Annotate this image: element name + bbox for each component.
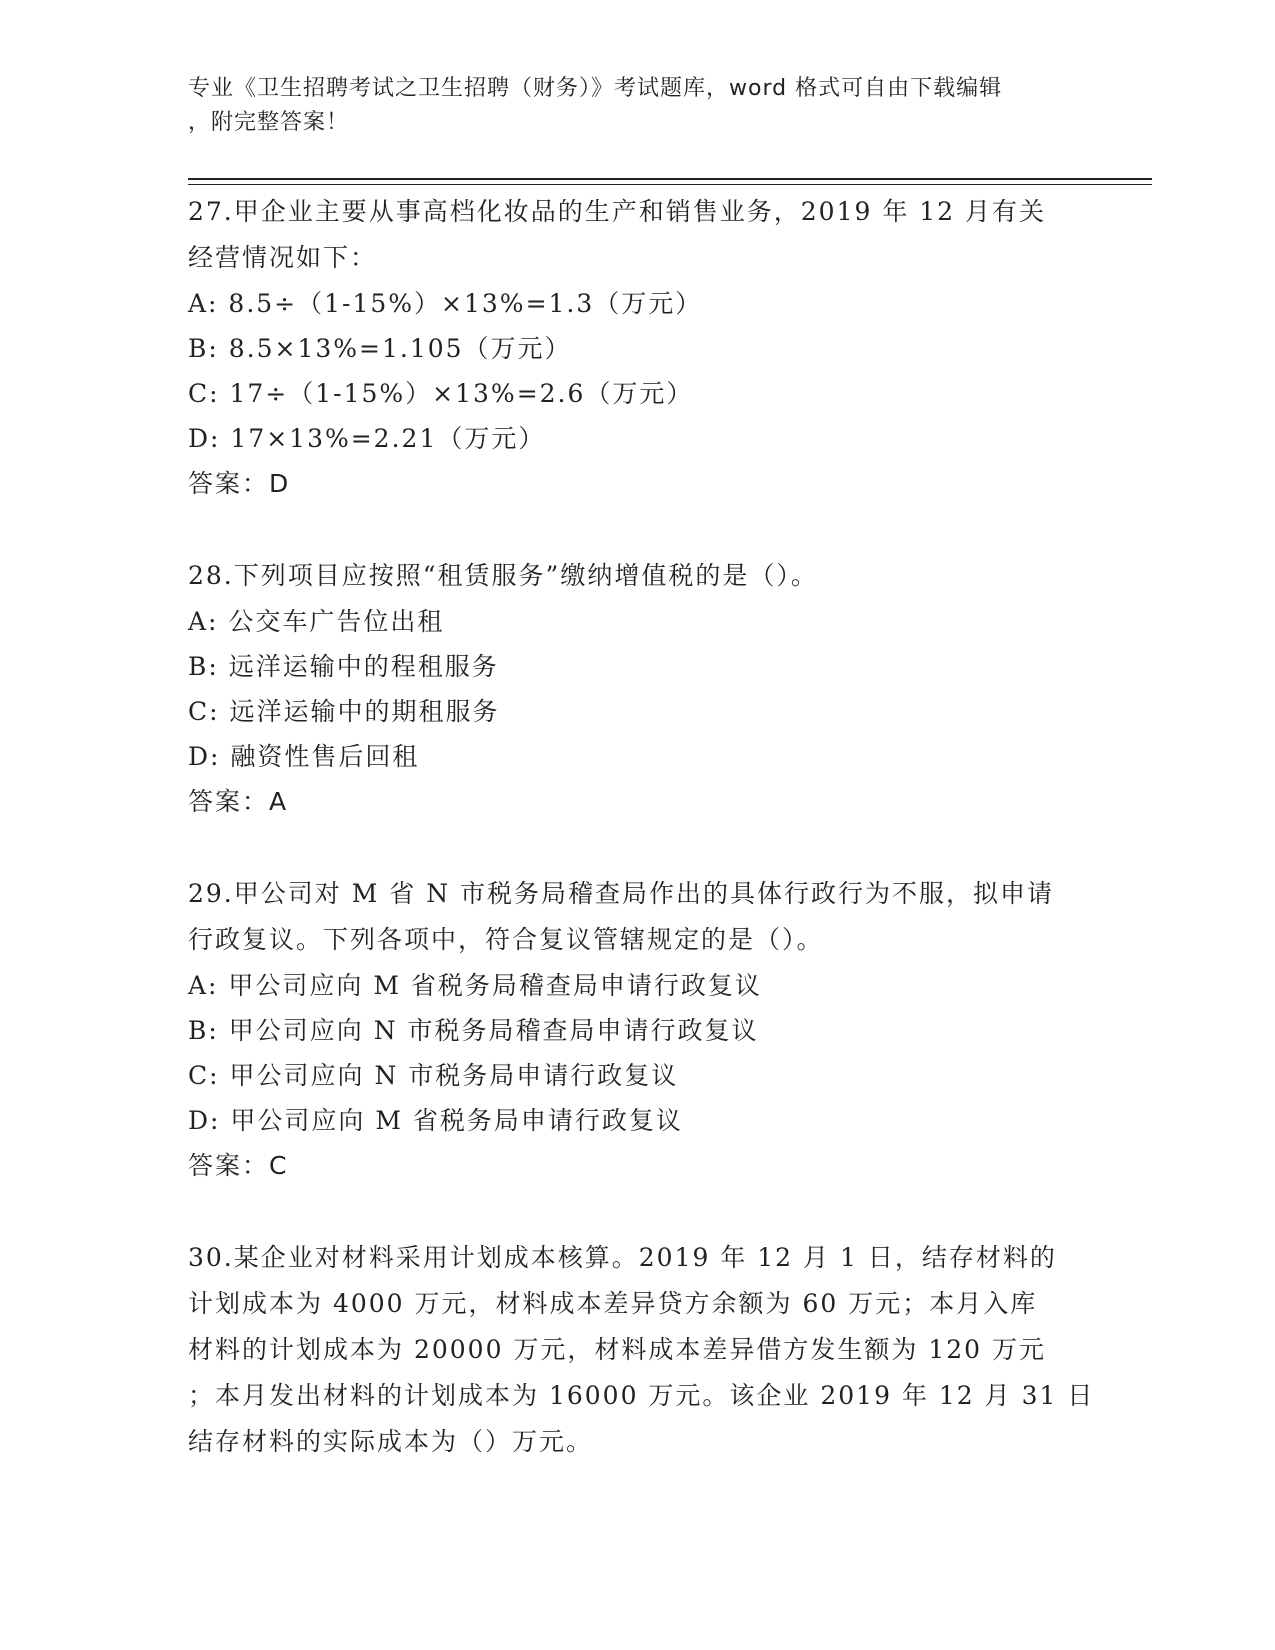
- answer: 答案：D: [188, 469, 291, 498]
- question-list: [188, 189, 1095, 1465]
- question-stem-line: 28.下列项目应按照“租赁服务”缴纳增值税的是（）。: [188, 561, 818, 590]
- answer: 答案：A: [188, 787, 289, 816]
- question-30: [188, 1235, 1095, 1465]
- spacer: [188, 507, 1088, 553]
- option-c: C: 远洋运输中的期租服务: [188, 697, 500, 726]
- question-28: [188, 553, 1088, 825]
- spacer: [188, 825, 1088, 871]
- option-d: D: 甲公司应向 M 省税务局申请行政复议: [188, 1106, 683, 1135]
- header-rule-thick: [188, 178, 1152, 180]
- question-stem-line: 经营情况如下：: [188, 243, 378, 272]
- question-stem-line: 结存材料的实际成本为（）万元。: [188, 1427, 594, 1456]
- question-stem-line: ；本月发出材料的计划成本为 16000 万元。该企业 2019 年 12 月 31 日: [188, 1381, 1095, 1410]
- header-line-1: 专业《卫生招聘考试之卫生招聘（财务）》考试题库，word 格式可自由下载编辑: [188, 76, 1003, 101]
- answer: 答案：C: [188, 1151, 289, 1180]
- question-stem-line: 计划成本为 4000 万元，材料成本差异贷方余额为 60 万元；本月入库: [188, 1289, 1038, 1318]
- option-b: B: 远洋运输中的程租服务: [188, 652, 499, 681]
- spacer: [188, 1189, 1088, 1235]
- option-a: A: 公交车广告位出租: [188, 607, 445, 636]
- question-stem-line: 行政复议。下列各项中，符合复议管辖规定的是（）。: [188, 925, 824, 954]
- option-a: A: 甲公司应向 M 省税务局稽查局申请行政复议: [188, 971, 762, 1000]
- question-stem-line: 29.甲公司对 M 省 N 市税务局稽查局作出的具体行政行为不服，拟申请: [188, 879, 1055, 908]
- option-d: D: 17×13%=2.21（万元）: [188, 424, 546, 453]
- question-27: [188, 189, 1088, 507]
- option-b: B: 8.5×13%=1.105（万元）: [188, 334, 572, 363]
- document-header: [188, 72, 1068, 140]
- header-line-2: ，附完整答案！: [188, 110, 350, 135]
- question-29: [188, 871, 1088, 1189]
- option-b: B: 甲公司应向 N 市税务局稽查局申请行政复议: [188, 1016, 759, 1045]
- question-stem-line: 27.甲企业主要从事高档化妆品的生产和销售业务，2019 年 12 月有关: [188, 197, 1047, 226]
- option-c: C: 甲公司应向 N 市税务局申请行政复议: [188, 1061, 679, 1090]
- question-stem-line: 材料的计划成本为 20000 万元，材料成本差异借方发生额为 120 万元: [188, 1335, 1047, 1364]
- option-a: A: 8.5÷（1-15%）×13%=1.3（万元）: [188, 289, 703, 318]
- option-c: C: 17÷（1-15%）×13%=2.6（万元）: [188, 379, 694, 408]
- question-stem-line: 30.某企业对材料采用计划成本核算。2019 年 12 月 1 日，结存材料的: [188, 1243, 1057, 1272]
- option-d: D: 融资性售后回租: [188, 742, 420, 771]
- header-rule-thin: [188, 184, 1152, 185]
